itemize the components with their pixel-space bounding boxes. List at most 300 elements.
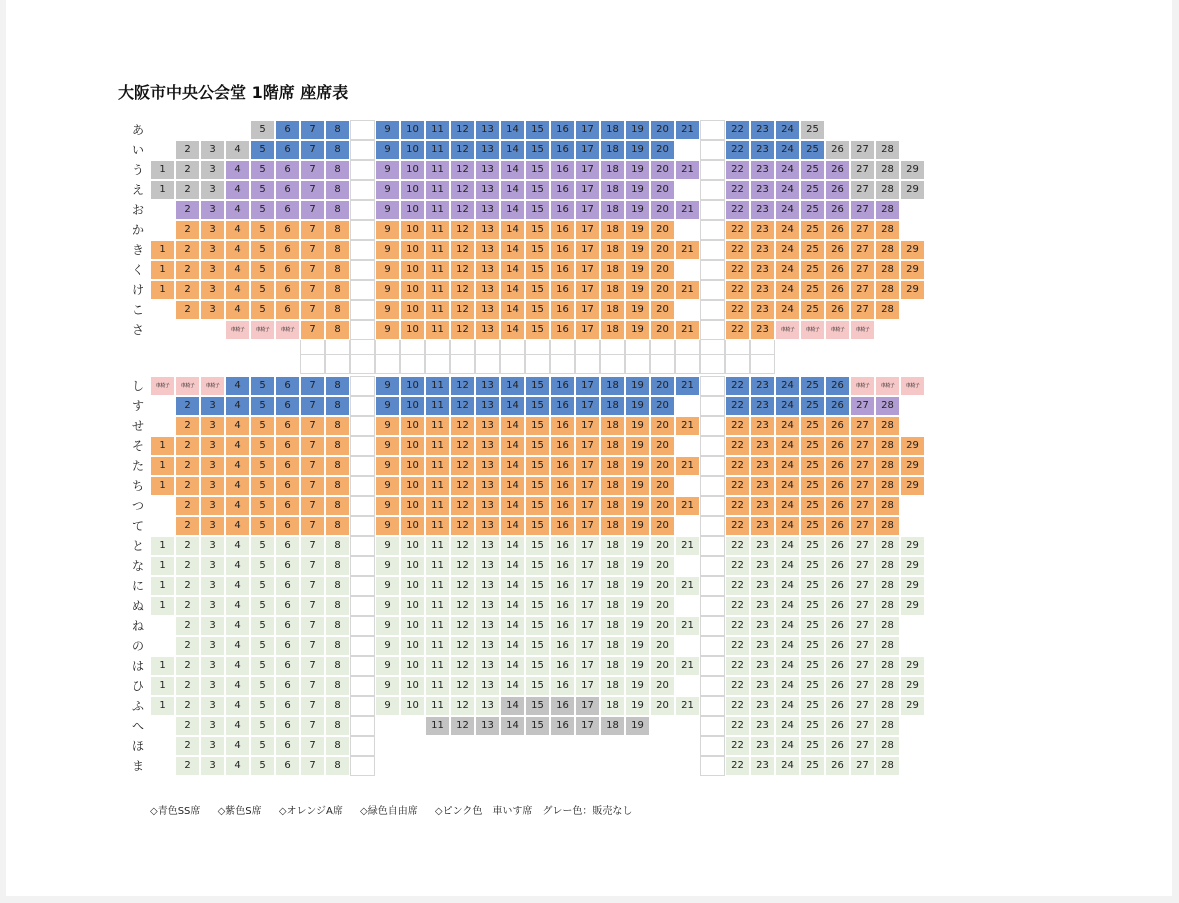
seat[interactable]: 20 <box>650 180 675 200</box>
seat[interactable]: 6 <box>275 260 300 280</box>
seat[interactable]: 22 <box>725 240 750 260</box>
seat[interactable]: 24 <box>775 280 800 300</box>
seat[interactable]: 4 <box>225 596 250 616</box>
seat[interactable]: 28 <box>875 736 900 756</box>
seat[interactable]: 28 <box>875 220 900 240</box>
seat[interactable]: 7 <box>300 756 325 776</box>
seat[interactable]: 2 <box>175 220 200 240</box>
seat[interactable]: 13 <box>475 200 500 220</box>
wheelchair-seat[interactable]: 車椅子 <box>850 376 875 396</box>
seat[interactable]: 23 <box>750 220 775 240</box>
seat[interactable]: 22 <box>725 656 750 676</box>
seat[interactable]: 8 <box>325 576 350 596</box>
seat[interactable]: 10 <box>400 556 425 576</box>
seat[interactable]: 26 <box>825 656 850 676</box>
seat[interactable]: 11 <box>425 556 450 576</box>
seat[interactable]: 3 <box>200 140 225 160</box>
seat[interactable]: 16 <box>550 476 575 496</box>
seat[interactable]: 22 <box>725 596 750 616</box>
seat[interactable]: 11 <box>425 576 450 596</box>
seat[interactable]: 5 <box>250 200 275 220</box>
seat[interactable]: 28 <box>875 576 900 596</box>
seat[interactable]: 3 <box>200 616 225 636</box>
seat[interactable]: 10 <box>400 260 425 280</box>
seat[interactable]: 2 <box>175 516 200 536</box>
seat[interactable]: 24 <box>775 676 800 696</box>
seat[interactable]: 16 <box>550 556 575 576</box>
seat[interactable]: 15 <box>525 200 550 220</box>
seat[interactable]: 5 <box>250 636 275 656</box>
seat[interactable]: 23 <box>750 396 775 416</box>
seat[interactable]: 12 <box>450 596 475 616</box>
seat[interactable]: 15 <box>525 516 550 536</box>
seat[interactable]: 28 <box>875 496 900 516</box>
seat[interactable]: 29 <box>900 696 925 716</box>
seat[interactable]: 12 <box>450 220 475 240</box>
seat[interactable]: 4 <box>225 456 250 476</box>
seat[interactable]: 8 <box>325 260 350 280</box>
seat[interactable]: 25 <box>800 616 825 636</box>
seat[interactable]: 6 <box>275 120 300 140</box>
seat[interactable]: 9 <box>375 476 400 496</box>
seat[interactable]: 27 <box>850 556 875 576</box>
seat[interactable]: 8 <box>325 320 350 340</box>
seat[interactable]: 10 <box>400 376 425 396</box>
seat[interactable]: 2 <box>175 456 200 476</box>
seat[interactable]: 26 <box>825 696 850 716</box>
seat[interactable]: 20 <box>650 476 675 496</box>
seat[interactable]: 13 <box>475 300 500 320</box>
seat[interactable]: 24 <box>775 140 800 160</box>
seat[interactable]: 13 <box>475 320 500 340</box>
seat[interactable]: 8 <box>325 120 350 140</box>
seat[interactable]: 25 <box>800 280 825 300</box>
seat[interactable]: 19 <box>625 376 650 396</box>
seat[interactable]: 5 <box>250 696 275 716</box>
seat[interactable]: 17 <box>575 576 600 596</box>
seat[interactable]: 22 <box>725 736 750 756</box>
seat[interactable]: 12 <box>450 616 475 636</box>
seat[interactable]: 29 <box>900 556 925 576</box>
seat[interactable]: 2 <box>175 140 200 160</box>
seat[interactable]: 12 <box>450 656 475 676</box>
seat[interactable]: 9 <box>375 396 400 416</box>
seat[interactable]: 21 <box>675 200 700 220</box>
seat[interactable]: 18 <box>600 416 625 436</box>
seat[interactable]: 11 <box>425 320 450 340</box>
wheelchair-seat[interactable]: 車椅子 <box>275 320 300 340</box>
seat[interactable]: 15 <box>525 456 550 476</box>
seat[interactable]: 11 <box>425 456 450 476</box>
seat[interactable]: 12 <box>450 180 475 200</box>
seat[interactable]: 9 <box>375 220 400 240</box>
seat[interactable]: 12 <box>450 120 475 140</box>
seat[interactable]: 28 <box>875 436 900 456</box>
seat[interactable]: 22 <box>725 396 750 416</box>
seat[interactable]: 18 <box>600 436 625 456</box>
seat[interactable]: 4 <box>225 716 250 736</box>
seat[interactable]: 7 <box>300 120 325 140</box>
seat[interactable]: 8 <box>325 300 350 320</box>
seat[interactable]: 24 <box>775 556 800 576</box>
seat[interactable]: 9 <box>375 180 400 200</box>
seat[interactable]: 17 <box>575 536 600 556</box>
seat[interactable]: 24 <box>775 496 800 516</box>
seat[interactable]: 20 <box>650 220 675 240</box>
seat[interactable]: 25 <box>800 396 825 416</box>
seat[interactable]: 19 <box>625 656 650 676</box>
seat[interactable]: 27 <box>850 260 875 280</box>
seat[interactable]: 17 <box>575 396 600 416</box>
seat[interactable]: 6 <box>275 516 300 536</box>
seat[interactable]: 14 <box>500 556 525 576</box>
seat[interactable]: 19 <box>625 456 650 476</box>
seat[interactable]: 22 <box>725 636 750 656</box>
seat[interactable]: 22 <box>725 616 750 636</box>
seat[interactable]: 12 <box>450 516 475 536</box>
seat[interactable]: 14 <box>500 200 525 220</box>
seat[interactable]: 27 <box>850 756 875 776</box>
seat[interactable]: 18 <box>600 676 625 696</box>
seat[interactable]: 20 <box>650 200 675 220</box>
seat[interactable]: 5 <box>250 180 275 200</box>
seat[interactable]: 7 <box>300 636 325 656</box>
seat[interactable]: 8 <box>325 736 350 756</box>
seat[interactable]: 8 <box>325 280 350 300</box>
seat[interactable]: 17 <box>575 160 600 180</box>
seat[interactable]: 17 <box>575 120 600 140</box>
seat[interactable]: 19 <box>625 180 650 200</box>
seat[interactable]: 20 <box>650 240 675 260</box>
seat[interactable]: 18 <box>600 140 625 160</box>
seat[interactable]: 2 <box>175 736 200 756</box>
seat[interactable]: 9 <box>375 260 400 280</box>
seat[interactable]: 11 <box>425 636 450 656</box>
seat[interactable]: 15 <box>525 436 550 456</box>
seat[interactable]: 16 <box>550 616 575 636</box>
seat[interactable]: 8 <box>325 376 350 396</box>
seat[interactable]: 10 <box>400 396 425 416</box>
seat[interactable]: 25 <box>800 736 825 756</box>
seat[interactable]: 28 <box>875 476 900 496</box>
seat[interactable]: 7 <box>300 160 325 180</box>
seat[interactable]: 6 <box>275 280 300 300</box>
seat[interactable]: 24 <box>775 476 800 496</box>
seat[interactable]: 10 <box>400 636 425 656</box>
seat[interactable]: 19 <box>625 476 650 496</box>
seat[interactable]: 9 <box>375 496 400 516</box>
seat[interactable]: 5 <box>250 260 275 280</box>
seat[interactable]: 23 <box>750 300 775 320</box>
seat[interactable]: 4 <box>225 496 250 516</box>
seat[interactable]: 14 <box>500 160 525 180</box>
seat[interactable]: 7 <box>300 596 325 616</box>
seat[interactable]: 29 <box>900 576 925 596</box>
seat[interactable]: 18 <box>600 280 625 300</box>
seat[interactable]: 2 <box>175 476 200 496</box>
seat[interactable]: 9 <box>375 160 400 180</box>
seat[interactable]: 16 <box>550 576 575 596</box>
seat[interactable]: 17 <box>575 676 600 696</box>
seat[interactable]: 25 <box>800 656 825 676</box>
seat[interactable]: 11 <box>425 656 450 676</box>
seat[interactable]: 27 <box>850 280 875 300</box>
seat[interactable]: 19 <box>625 616 650 636</box>
seat[interactable]: 26 <box>825 416 850 436</box>
seat[interactable]: 14 <box>500 476 525 496</box>
seat[interactable]: 7 <box>300 220 325 240</box>
seat[interactable]: 3 <box>200 596 225 616</box>
seat[interactable]: 20 <box>650 140 675 160</box>
seat[interactable]: 3 <box>200 536 225 556</box>
seat[interactable]: 6 <box>275 396 300 416</box>
seat[interactable]: 13 <box>475 716 500 736</box>
seat[interactable]: 2 <box>175 656 200 676</box>
seat[interactable]: 2 <box>175 436 200 456</box>
seat[interactable]: 2 <box>175 636 200 656</box>
seat[interactable]: 10 <box>400 436 425 456</box>
seat[interactable]: 1 <box>150 536 175 556</box>
seat[interactable]: 29 <box>900 596 925 616</box>
seat[interactable]: 23 <box>750 140 775 160</box>
seat[interactable]: 15 <box>525 656 550 676</box>
seat[interactable]: 15 <box>525 636 550 656</box>
seat[interactable]: 19 <box>625 160 650 180</box>
seat[interactable]: 13 <box>475 496 500 516</box>
seat[interactable]: 1 <box>150 436 175 456</box>
seat[interactable]: 2 <box>175 180 200 200</box>
seat[interactable]: 5 <box>250 496 275 516</box>
seat[interactable]: 15 <box>525 676 550 696</box>
seat[interactable]: 6 <box>275 416 300 436</box>
seat[interactable]: 16 <box>550 140 575 160</box>
seat[interactable]: 27 <box>850 516 875 536</box>
seat[interactable]: 13 <box>475 240 500 260</box>
seat[interactable]: 20 <box>650 556 675 576</box>
seat[interactable]: 16 <box>550 416 575 436</box>
seat[interactable]: 8 <box>325 240 350 260</box>
seat[interactable]: 20 <box>650 516 675 536</box>
seat[interactable]: 8 <box>325 756 350 776</box>
seat[interactable]: 13 <box>475 536 500 556</box>
seat[interactable]: 9 <box>375 616 400 636</box>
seat[interactable]: 13 <box>475 220 500 240</box>
seat[interactable]: 5 <box>250 716 275 736</box>
seat[interactable]: 12 <box>450 376 475 396</box>
seat[interactable]: 10 <box>400 280 425 300</box>
seat[interactable]: 22 <box>725 556 750 576</box>
seat[interactable]: 4 <box>225 696 250 716</box>
seat[interactable]: 4 <box>225 676 250 696</box>
seat[interactable]: 17 <box>575 180 600 200</box>
seat[interactable]: 3 <box>200 576 225 596</box>
seat[interactable]: 20 <box>650 416 675 436</box>
seat[interactable]: 22 <box>725 320 750 340</box>
seat[interactable]: 11 <box>425 496 450 516</box>
seat[interactable]: 26 <box>825 536 850 556</box>
seat[interactable]: 13 <box>475 696 500 716</box>
seat[interactable]: 3 <box>200 160 225 180</box>
seat[interactable]: 26 <box>825 300 850 320</box>
seat[interactable]: 12 <box>450 240 475 260</box>
seat[interactable]: 3 <box>200 416 225 436</box>
seat[interactable]: 17 <box>575 716 600 736</box>
seat[interactable]: 5 <box>250 756 275 776</box>
seat[interactable]: 6 <box>275 716 300 736</box>
seat[interactable]: 6 <box>275 596 300 616</box>
seat[interactable]: 1 <box>150 676 175 696</box>
seat[interactable]: 20 <box>650 676 675 696</box>
seat[interactable]: 3 <box>200 656 225 676</box>
seat[interactable]: 22 <box>725 120 750 140</box>
wheelchair-seat[interactable]: 車椅子 <box>175 376 200 396</box>
seat[interactable]: 24 <box>775 120 800 140</box>
seat[interactable]: 26 <box>825 616 850 636</box>
seat[interactable]: 16 <box>550 260 575 280</box>
seat[interactable]: 2 <box>175 260 200 280</box>
seat[interactable]: 19 <box>625 396 650 416</box>
seat[interactable]: 2 <box>175 396 200 416</box>
seat[interactable]: 24 <box>775 376 800 396</box>
seat[interactable]: 12 <box>450 436 475 456</box>
seat[interactable]: 11 <box>425 476 450 496</box>
seat[interactable]: 10 <box>400 536 425 556</box>
seat[interactable]: 4 <box>225 376 250 396</box>
seat[interactable]: 15 <box>525 616 550 636</box>
seat[interactable]: 3 <box>200 396 225 416</box>
seat[interactable]: 2 <box>175 676 200 696</box>
seat[interactable]: 15 <box>525 320 550 340</box>
seat[interactable]: 27 <box>850 736 875 756</box>
seat[interactable]: 27 <box>850 200 875 220</box>
wheelchair-seat[interactable]: 車椅子 <box>150 376 175 396</box>
seat[interactable]: 25 <box>800 220 825 240</box>
seat[interactable]: 13 <box>475 676 500 696</box>
seat[interactable]: 17 <box>575 280 600 300</box>
seat[interactable]: 12 <box>450 160 475 180</box>
seat[interactable]: 14 <box>500 536 525 556</box>
seat[interactable]: 24 <box>775 596 800 616</box>
seat[interactable]: 27 <box>850 536 875 556</box>
seat[interactable]: 9 <box>375 676 400 696</box>
seat[interactable]: 1 <box>150 240 175 260</box>
seat[interactable]: 17 <box>575 376 600 396</box>
seat[interactable]: 18 <box>600 260 625 280</box>
seat[interactable]: 18 <box>600 376 625 396</box>
seat[interactable]: 27 <box>850 616 875 636</box>
seat[interactable]: 15 <box>525 596 550 616</box>
seat[interactable]: 2 <box>175 280 200 300</box>
seat[interactable]: 20 <box>650 436 675 456</box>
seat[interactable]: 19 <box>625 556 650 576</box>
seat[interactable]: 6 <box>275 200 300 220</box>
seat[interactable]: 8 <box>325 696 350 716</box>
seat[interactable]: 7 <box>300 376 325 396</box>
seat[interactable]: 5 <box>250 676 275 696</box>
seat[interactable]: 1 <box>150 696 175 716</box>
seat[interactable]: 1 <box>150 260 175 280</box>
seat[interactable]: 22 <box>725 376 750 396</box>
seat[interactable]: 15 <box>525 300 550 320</box>
seat[interactable]: 19 <box>625 496 650 516</box>
seat[interactable]: 29 <box>900 676 925 696</box>
seat[interactable]: 2 <box>175 300 200 320</box>
seat[interactable]: 24 <box>775 396 800 416</box>
seat[interactable]: 14 <box>500 180 525 200</box>
seat[interactable]: 4 <box>225 656 250 676</box>
seat[interactable]: 4 <box>225 160 250 180</box>
seat[interactable]: 4 <box>225 636 250 656</box>
seat[interactable]: 18 <box>600 220 625 240</box>
seat[interactable]: 14 <box>500 220 525 240</box>
seat[interactable]: 1 <box>150 456 175 476</box>
seat[interactable]: 13 <box>475 140 500 160</box>
seat[interactable]: 11 <box>425 376 450 396</box>
seat[interactable]: 11 <box>425 676 450 696</box>
seat[interactable]: 21 <box>675 376 700 396</box>
seat[interactable]: 12 <box>450 636 475 656</box>
seat[interactable]: 10 <box>400 696 425 716</box>
seat[interactable]: 19 <box>625 716 650 736</box>
seat[interactable]: 8 <box>325 616 350 636</box>
seat[interactable]: 19 <box>625 636 650 656</box>
seat[interactable]: 6 <box>275 576 300 596</box>
seat[interactable]: 14 <box>500 596 525 616</box>
seat[interactable]: 12 <box>450 716 475 736</box>
seat[interactable]: 3 <box>200 556 225 576</box>
seat[interactable]: 2 <box>175 596 200 616</box>
seat[interactable]: 22 <box>725 476 750 496</box>
seat[interactable]: 25 <box>800 300 825 320</box>
seat[interactable]: 17 <box>575 300 600 320</box>
seat[interactable]: 19 <box>625 260 650 280</box>
seat[interactable]: 27 <box>850 300 875 320</box>
seat[interactable]: 5 <box>250 596 275 616</box>
seat[interactable]: 16 <box>550 596 575 616</box>
seat[interactable]: 9 <box>375 596 400 616</box>
seat[interactable]: 16 <box>550 320 575 340</box>
seat[interactable]: 25 <box>800 260 825 280</box>
seat[interactable]: 21 <box>675 656 700 676</box>
seat[interactable]: 18 <box>600 576 625 596</box>
seat[interactable]: 13 <box>475 260 500 280</box>
seat[interactable]: 28 <box>875 696 900 716</box>
seat[interactable]: 9 <box>375 696 400 716</box>
seat[interactable]: 24 <box>775 180 800 200</box>
seat[interactable]: 5 <box>250 376 275 396</box>
seat[interactable]: 13 <box>475 616 500 636</box>
seat[interactable]: 7 <box>300 576 325 596</box>
seat[interactable]: 26 <box>825 456 850 476</box>
seat[interactable]: 23 <box>750 656 775 676</box>
seat[interactable]: 11 <box>425 516 450 536</box>
seat[interactable]: 17 <box>575 656 600 676</box>
seat[interactable]: 28 <box>875 300 900 320</box>
seat[interactable]: 18 <box>600 320 625 340</box>
seat[interactable]: 24 <box>775 636 800 656</box>
seat[interactable]: 22 <box>725 160 750 180</box>
seat[interactable]: 27 <box>850 496 875 516</box>
seat[interactable]: 29 <box>900 180 925 200</box>
seat[interactable]: 13 <box>475 436 500 456</box>
seat[interactable]: 27 <box>850 180 875 200</box>
seat[interactable]: 10 <box>400 596 425 616</box>
seat[interactable]: 5 <box>250 656 275 676</box>
seat[interactable]: 21 <box>675 160 700 180</box>
seat[interactable]: 3 <box>200 736 225 756</box>
seat[interactable]: 19 <box>625 676 650 696</box>
seat[interactable]: 17 <box>575 416 600 436</box>
